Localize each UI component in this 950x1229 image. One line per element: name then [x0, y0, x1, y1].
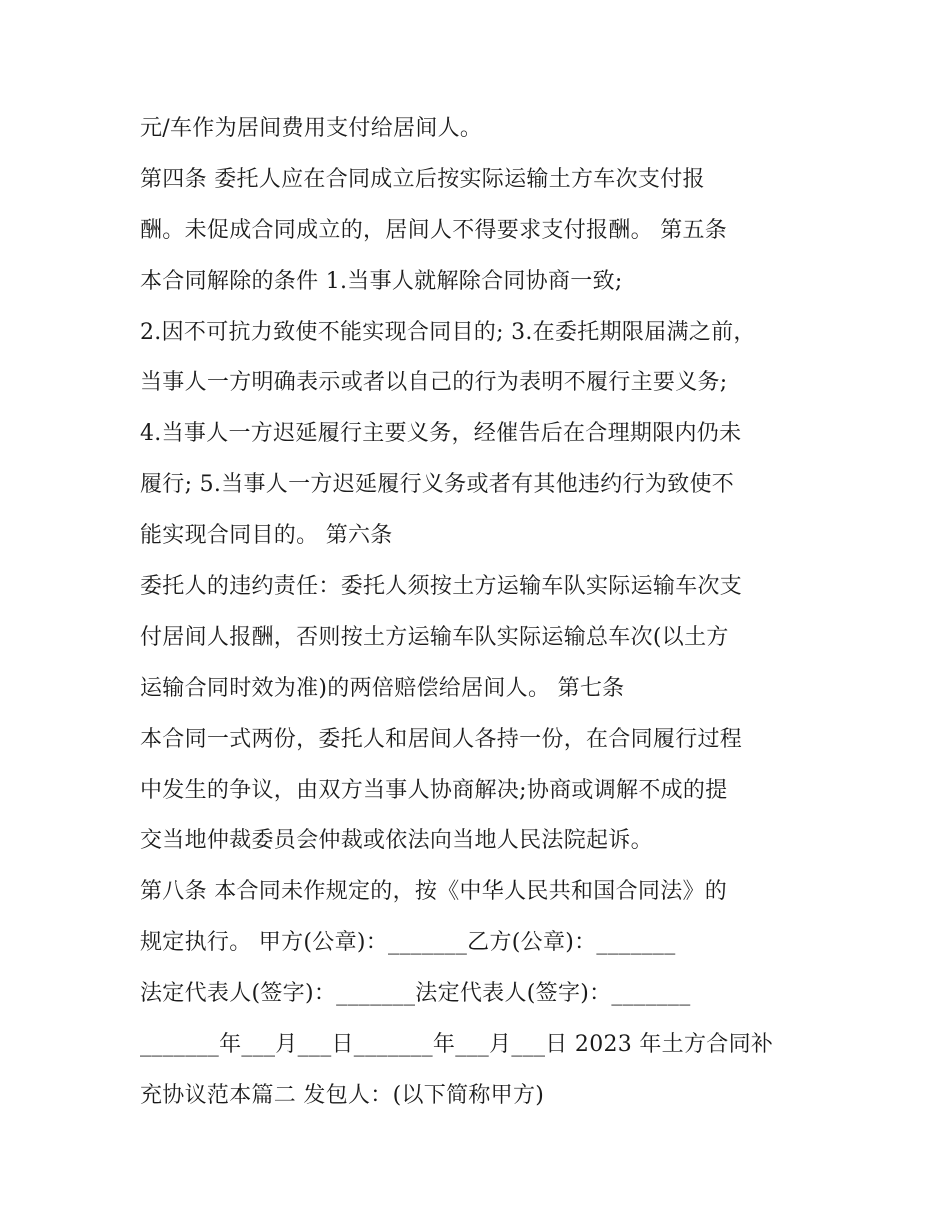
text-line: 本合同解除的条件 1.当事人就解除合同协商一致; — [140, 268, 623, 294]
text-line: 能实现合同目的。 第六条 — [140, 523, 393, 549]
text-line: 运输合同时效为准)的两倍赔偿给居间人。 第七条 — [140, 675, 625, 701]
document-body — [140, 108, 830, 1126]
text-line: 4.当事人一方迟延履行主要义务，经催告后在合理期限内仍未 — [140, 421, 742, 447]
text-line: 付居间人报酬，否则按土方运输车队实际运输总车次(以土方 — [140, 624, 729, 650]
text-line: 本合同一式两份，委托人和居间人各持一份，在合同履行过程 — [140, 726, 743, 752]
text-line: 酬。未促成合同成立的，居间人不得要求支付报酬。 第五条 — [140, 217, 728, 243]
text-line: 2.因不可抗力致使不能实现合同目的; 3.在委托期限届满之前， — [140, 319, 756, 345]
text-line: 委托人的违约责任：委托人须按土方运输车队实际运输车次支 — [140, 574, 743, 600]
signature-line: 法定代表人(签字)：_______法定代表人(签字)：_______ — [140, 981, 691, 1007]
text-line: 充协议范本篇二 发包人：(以下简称甲方) — [140, 1082, 545, 1108]
text-line: 第八条 本合同未作规定的，按《中华人民共和国合同法》的 — [140, 879, 728, 905]
text-line: 履行; 5.当事人一方迟延履行义务或者有其他违约行为致使不 — [140, 472, 735, 498]
text-line: 第四条 委托人应在合同成立后按实际运输土方车次支付报 — [140, 166, 705, 192]
date-line: _______年___月___日_______年___月___日 2023 年土方合同补 — [140, 1032, 774, 1058]
text-line: 交当地仲裁委员会仲裁或依法向当地人民法院起诉。 — [140, 828, 653, 854]
text-line: 元/车作为居间费用支付给居间人。 — [140, 116, 483, 141]
signature-line: 规定执行。 甲方(公章)：_______乙方(公章)：_______ — [140, 930, 676, 956]
text-line: 中发生的争议，由双方当事人协商解决;协商或调解不成的提 — [140, 777, 728, 803]
text-line: 当事人一方明确表示或者以自己的行为表明不履行主要义务; — [140, 370, 728, 396]
